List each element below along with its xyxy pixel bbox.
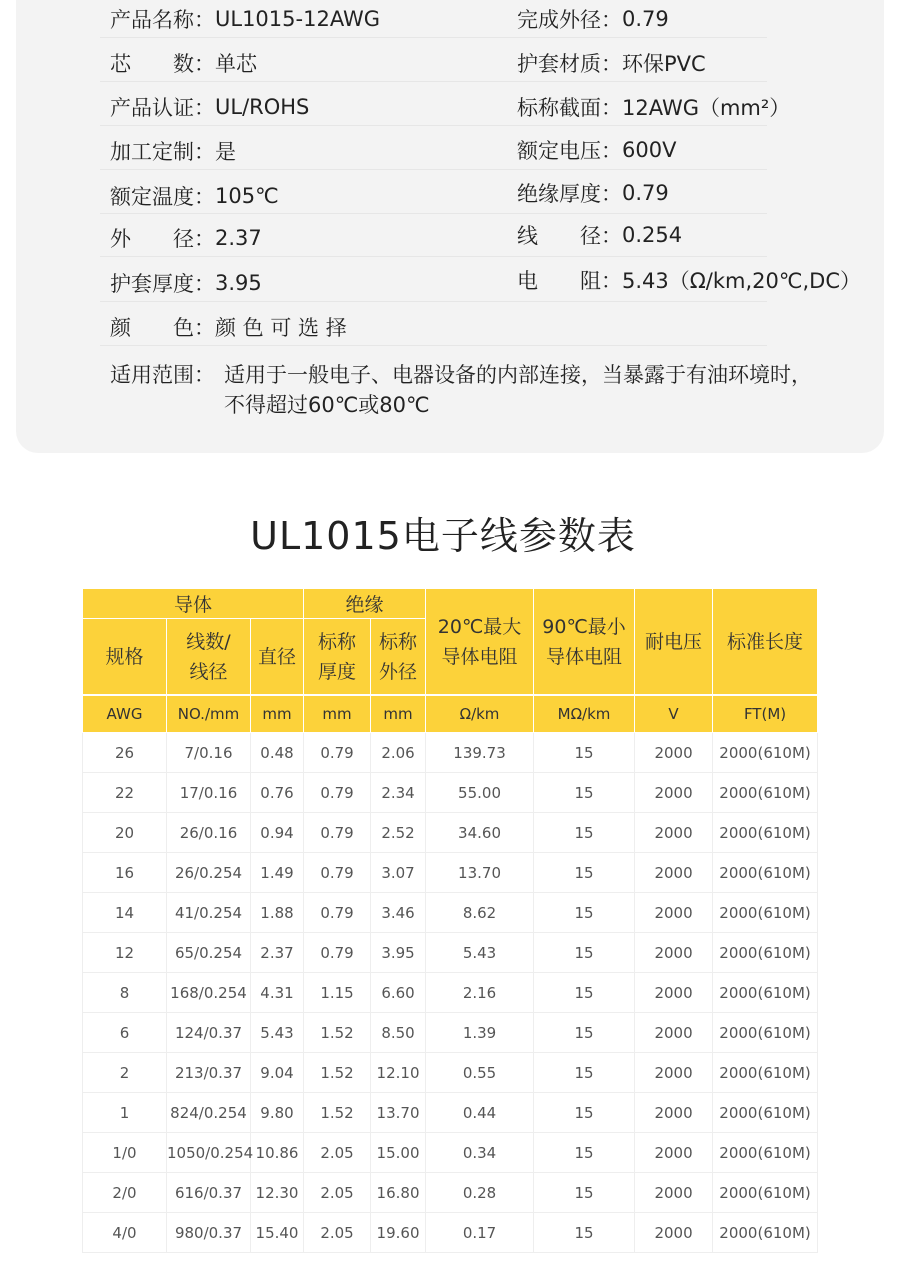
divider bbox=[100, 169, 767, 170]
table-cell: 2000 bbox=[635, 813, 713, 853]
table-cell: 15 bbox=[534, 853, 635, 893]
table-cell: 2000(610M) bbox=[713, 973, 818, 1013]
table-cell: 8.62 bbox=[426, 893, 534, 933]
table-cell: 616/0.37 bbox=[167, 1173, 251, 1213]
unit-cell: MΩ/km bbox=[534, 695, 635, 733]
table-cell: 15 bbox=[534, 893, 635, 933]
unit-cell: Ω/km bbox=[426, 695, 534, 733]
divider bbox=[100, 256, 767, 257]
table-cell: 2.05 bbox=[304, 1133, 371, 1173]
table-cell: 2000(610M) bbox=[713, 1013, 818, 1053]
table-cell: 2000 bbox=[635, 1213, 713, 1253]
table-cell: 0.79 bbox=[304, 813, 371, 853]
table-title: UL1015电子线参数表 bbox=[250, 514, 636, 558]
header-ins-od: 标称外径 bbox=[371, 619, 426, 696]
spec-outer-diameter: 外 径： 2.37 bbox=[110, 226, 262, 251]
spec-scope-label: 适用范围： bbox=[110, 363, 215, 387]
table-cell: 2000(610M) bbox=[713, 1133, 818, 1173]
table-row bbox=[83, 1093, 818, 1133]
header-gauge: 规格 bbox=[83, 619, 167, 696]
divider bbox=[100, 301, 767, 302]
table-cell: 2000(610M) bbox=[713, 1173, 818, 1213]
table-row bbox=[83, 733, 818, 773]
spec-rated-voltage: 额定电压： 600V bbox=[517, 138, 677, 163]
table-cell: 2.34 bbox=[371, 773, 426, 813]
table-cell: 15 bbox=[534, 1013, 635, 1053]
table-cell: 2.37 bbox=[251, 933, 304, 973]
table-cell: 8 bbox=[83, 973, 167, 1013]
table-cell: 2000 bbox=[635, 1053, 713, 1093]
table-cell: 2/0 bbox=[83, 1173, 167, 1213]
spec-rated-temperature: 额定温度： 105℃ bbox=[110, 184, 279, 209]
header-ins-thickness: 标称厚度 bbox=[304, 619, 371, 696]
table-cell: 6.60 bbox=[371, 973, 426, 1013]
table-cell: 4/0 bbox=[83, 1213, 167, 1253]
table-cell: 15 bbox=[534, 1093, 635, 1133]
table-cell: 8.50 bbox=[371, 1013, 426, 1053]
table-cell: 34.60 bbox=[426, 813, 534, 853]
table-cell: 6 bbox=[83, 1013, 167, 1053]
params-table bbox=[82, 588, 818, 1253]
table-cell: 168/0.254 bbox=[167, 973, 251, 1013]
table-cell: 139.73 bbox=[426, 733, 534, 773]
table-cell: 15.40 bbox=[251, 1213, 304, 1253]
table-cell: 15 bbox=[534, 933, 635, 973]
header-strands: 线数/线径 bbox=[167, 619, 251, 696]
group-header-insulation: 绝缘 bbox=[304, 589, 426, 619]
spec-jacket-thickness: 护套厚度： 3.95 bbox=[110, 271, 262, 296]
params-table-body bbox=[83, 733, 818, 1253]
table-cell: 2.05 bbox=[304, 1213, 371, 1253]
table-cell: 19.60 bbox=[371, 1213, 426, 1253]
table-cell: 15 bbox=[534, 1173, 635, 1213]
table-cell: 0.76 bbox=[251, 773, 304, 813]
table-row bbox=[83, 1173, 818, 1213]
table-cell: 26/0.254 bbox=[167, 853, 251, 893]
table-cell: 0.94 bbox=[251, 813, 304, 853]
spec-insulation-thickness: 绝缘厚度： 0.79 bbox=[517, 181, 669, 206]
spec-color: 颜 色： 颜 色 可 选 择 bbox=[110, 316, 347, 340]
table-cell: 1 bbox=[83, 1093, 167, 1133]
table-cell: 2.05 bbox=[304, 1173, 371, 1213]
table-cell: 3.95 bbox=[371, 933, 426, 973]
unit-cell: AWG bbox=[83, 695, 167, 733]
table-cell: 2000(610M) bbox=[713, 813, 818, 853]
spec-certification: 产品认证： UL/ROHS bbox=[110, 95, 310, 120]
table-cell: 2.06 bbox=[371, 733, 426, 773]
table-cell: 15 bbox=[534, 973, 635, 1013]
spec-scope-text: 适用于一般电子、电器设备的内部连接，当暴露于有油环境时，不得超过60℃或80℃ bbox=[224, 363, 812, 417]
table-cell: 12.30 bbox=[251, 1173, 304, 1213]
table-cell: 65/0.254 bbox=[167, 933, 251, 973]
divider bbox=[100, 345, 767, 346]
table-cell: 26/0.16 bbox=[167, 813, 251, 853]
table-cell: 15.00 bbox=[371, 1133, 426, 1173]
table-cell: 1.39 bbox=[426, 1013, 534, 1053]
unit-cell: V bbox=[635, 695, 713, 733]
table-cell: 17/0.16 bbox=[167, 773, 251, 813]
table-cell: 2000(610M) bbox=[713, 893, 818, 933]
table-cell: 15 bbox=[534, 1213, 635, 1253]
table-cell: 2000 bbox=[635, 733, 713, 773]
header-voltage: 耐电压 bbox=[635, 589, 713, 696]
spec-core-count: 芯 数： 单芯 bbox=[110, 52, 257, 76]
spec-jacket-material: 护套材质： 环保PVC bbox=[517, 52, 706, 76]
table-cell: 12 bbox=[83, 933, 167, 973]
table-cell: 1.52 bbox=[304, 1013, 371, 1053]
table-cell: 2000 bbox=[635, 853, 713, 893]
table-row bbox=[83, 1013, 818, 1053]
table-cell: 1.88 bbox=[251, 893, 304, 933]
table-cell: 12.10 bbox=[371, 1053, 426, 1093]
table-cell: 2 bbox=[83, 1053, 167, 1093]
table-cell: 0.28 bbox=[426, 1173, 534, 1213]
table-cell: 0.79 bbox=[304, 893, 371, 933]
table-cell: 10.86 bbox=[251, 1133, 304, 1173]
table-row bbox=[83, 893, 818, 933]
spec-resistance: 电 阻： 5.43（Ω/km,20℃,DC） bbox=[517, 269, 861, 293]
table-cell: 2.52 bbox=[371, 813, 426, 853]
table-row bbox=[83, 1213, 818, 1253]
table-cell: 124/0.37 bbox=[167, 1013, 251, 1053]
unit-cell: mm bbox=[251, 695, 304, 733]
table-cell: 213/0.37 bbox=[167, 1053, 251, 1093]
table-cell: 2000 bbox=[635, 1013, 713, 1053]
table-cell: 22 bbox=[83, 773, 167, 813]
table-cell: 2000 bbox=[635, 773, 713, 813]
header-diameter: 直径 bbox=[251, 619, 304, 696]
table-row bbox=[83, 933, 818, 973]
table-cell: 55.00 bbox=[426, 773, 534, 813]
spec-product-name: 产品名称： UL1015-12AWG bbox=[110, 7, 381, 32]
table-cell: 9.80 bbox=[251, 1093, 304, 1133]
table-cell: 3.46 bbox=[371, 893, 426, 933]
table-cell: 1/0 bbox=[83, 1133, 167, 1173]
table-cell: 0.44 bbox=[426, 1093, 534, 1133]
unit-cell: FT(M) bbox=[713, 695, 818, 733]
table-cell: 16 bbox=[83, 853, 167, 893]
table-cell: 2000 bbox=[635, 973, 713, 1013]
divider bbox=[100, 125, 767, 126]
table-cell: 0.48 bbox=[251, 733, 304, 773]
table-cell: 0.79 bbox=[304, 933, 371, 973]
table-cell: 5.43 bbox=[251, 1013, 304, 1053]
table-cell: 7/0.16 bbox=[167, 733, 251, 773]
table-cell: 15 bbox=[534, 813, 635, 853]
divider bbox=[100, 37, 767, 38]
divider bbox=[100, 213, 767, 214]
spec-customization: 加工定制： 是 bbox=[110, 140, 236, 164]
table-cell: 3.07 bbox=[371, 853, 426, 893]
table-cell: 1.52 bbox=[304, 1093, 371, 1133]
table-cell: 1.52 bbox=[304, 1053, 371, 1093]
table-cell: 2000(610M) bbox=[713, 853, 818, 893]
table-cell: 1.15 bbox=[304, 973, 371, 1013]
table-cell: 1050/0.254 bbox=[167, 1133, 251, 1173]
table-cell: 9.04 bbox=[251, 1053, 304, 1093]
table-cell: 2.16 bbox=[426, 973, 534, 1013]
table-cell: 26 bbox=[83, 733, 167, 773]
spec-finished-od: 完成外径： 0.79 bbox=[517, 7, 669, 32]
table-cell: 13.70 bbox=[426, 853, 534, 893]
header-resistance-90: 90℃最小导体电阻 bbox=[534, 589, 635, 696]
table-cell: 16.80 bbox=[371, 1173, 426, 1213]
table-cell: 2000 bbox=[635, 933, 713, 973]
table-cell: 2000(610M) bbox=[713, 773, 818, 813]
unit-cell: NO./mm bbox=[167, 695, 251, 733]
table-cell: 2000(610M) bbox=[713, 1053, 818, 1093]
table-cell: 0.34 bbox=[426, 1133, 534, 1173]
table-cell: 13.70 bbox=[371, 1093, 426, 1133]
table-cell: 824/0.254 bbox=[167, 1093, 251, 1133]
table-row bbox=[83, 853, 818, 893]
spec-wire-diameter: 线 径： 0.254 bbox=[517, 223, 683, 248]
unit-cell: mm bbox=[304, 695, 371, 733]
table-cell: 0.55 bbox=[426, 1053, 534, 1093]
table-cell: 4.31 bbox=[251, 973, 304, 1013]
table-cell: 0.79 bbox=[304, 853, 371, 893]
header-resistance-20: 20℃最大导体电阻 bbox=[426, 589, 534, 696]
table-cell: 15 bbox=[534, 773, 635, 813]
table-cell: 41/0.254 bbox=[167, 893, 251, 933]
table-cell: 14 bbox=[83, 893, 167, 933]
unit-cell: mm bbox=[371, 695, 426, 733]
table-row bbox=[83, 1053, 818, 1093]
table-cell: 2000 bbox=[635, 1173, 713, 1213]
table-cell: 2000(610M) bbox=[713, 1093, 818, 1133]
table-cell: 2000(610M) bbox=[713, 1213, 818, 1253]
table-cell: 2000 bbox=[635, 1093, 713, 1133]
table-cell: 5.43 bbox=[426, 933, 534, 973]
table-cell: 15 bbox=[534, 1133, 635, 1173]
table-cell: 2000 bbox=[635, 1133, 713, 1173]
table-row bbox=[83, 813, 818, 853]
table-cell: 15 bbox=[534, 1053, 635, 1093]
table-row bbox=[83, 1133, 818, 1173]
table-row bbox=[83, 773, 818, 813]
group-header-conductor: 导体 bbox=[83, 589, 304, 619]
table-row bbox=[83, 973, 818, 1013]
header-length: 标准长度 bbox=[713, 589, 818, 696]
table-cell: 2000 bbox=[635, 893, 713, 933]
table-cell: 20 bbox=[83, 813, 167, 853]
table-cell: 1.49 bbox=[251, 853, 304, 893]
divider bbox=[100, 81, 767, 82]
table-cell: 15 bbox=[534, 733, 635, 773]
spec-cross-section: 标称截面： 12AWG（mm²） bbox=[517, 96, 791, 120]
table-cell: 0.17 bbox=[426, 1213, 534, 1253]
table-cell: 0.79 bbox=[304, 773, 371, 813]
table-cell: 2000(610M) bbox=[713, 733, 818, 773]
table-cell: 980/0.37 bbox=[167, 1213, 251, 1253]
table-cell: 2000(610M) bbox=[713, 933, 818, 973]
table-cell: 0.79 bbox=[304, 733, 371, 773]
